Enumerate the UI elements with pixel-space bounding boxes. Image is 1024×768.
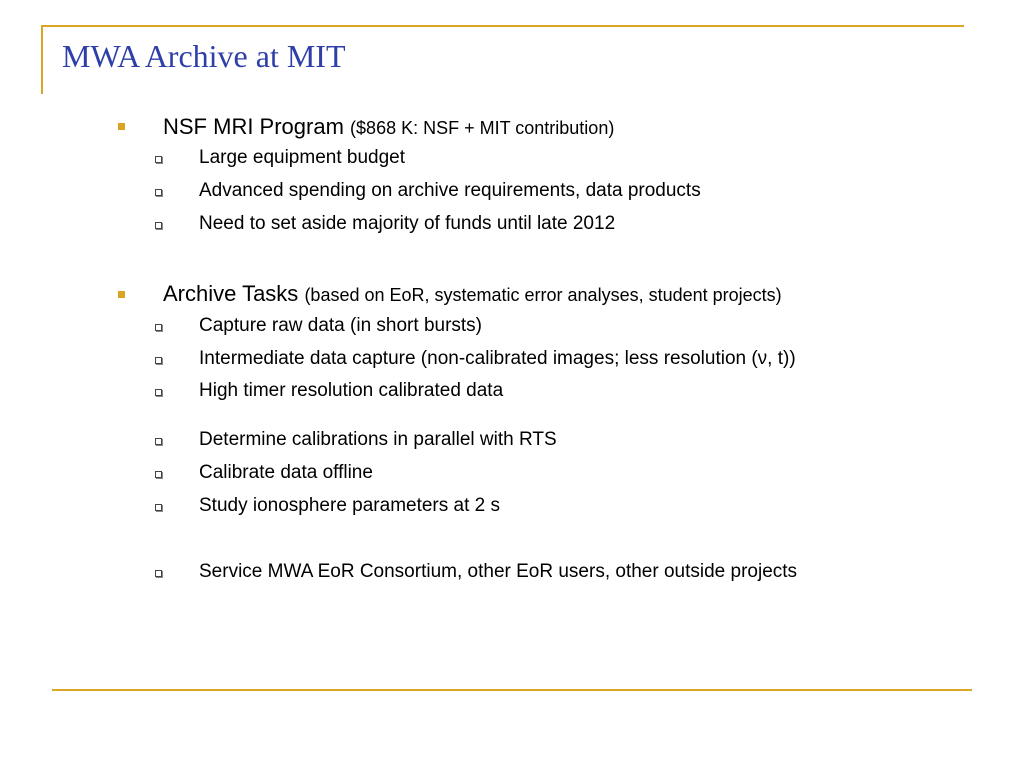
section-heading-line: [163, 281, 782, 308]
list-item-text: Study ionosphere parameters at 2 s: [199, 495, 501, 516]
footer-accent-line: [52, 689, 972, 691]
checkbox-bullet-icon: [155, 156, 162, 163]
section-heading-line: [163, 114, 614, 141]
section-detail: (based on EoR, systematic error analyses, student projects): [304, 285, 782, 305]
list-item-text: Capture raw data (in short bursts): [199, 315, 483, 336]
checkbox-bullet-icon: [155, 504, 162, 511]
list-item-text: Service MWA EoR Consortium, other EoR users, other outside projects: [199, 561, 798, 582]
section-detail: ($868 K: NSF + MIT contribution): [350, 118, 615, 138]
slide-title: MWA Archive at MIT: [62, 38, 346, 74]
checkbox-bullet-icon: [155, 471, 162, 478]
title-accent-vertical: [41, 25, 43, 94]
checkbox-bullet-icon: [155, 389, 162, 396]
title-accent-line: [41, 25, 964, 27]
checkbox-bullet-icon: [155, 324, 162, 331]
list-item-text: Need to set aside majority of funds until late 2012: [199, 213, 616, 234]
list-item-text: Determine calibrations in parallel with RTS: [199, 429, 557, 450]
list-item-text: High timer resolution calibrated data: [199, 380, 504, 401]
list-item-text: Calibrate data offline: [199, 462, 373, 483]
square-bullet-icon: [118, 123, 125, 130]
square-bullet-icon: [118, 291, 125, 298]
checkbox-bullet-icon: [155, 222, 162, 229]
checkbox-bullet-icon: [155, 438, 162, 445]
checkbox-bullet-icon: [155, 570, 162, 577]
section-heading: NSF MRI Program: [163, 114, 344, 139]
section-heading: Archive Tasks: [163, 281, 299, 306]
list-item-text: Intermediate data capture (non-calibrated images; less resolution (ν, t)): [199, 348, 796, 369]
list-item-text: Large equipment budget: [199, 147, 405, 168]
checkbox-bullet-icon: [155, 189, 162, 196]
checkbox-bullet-icon: [155, 357, 162, 364]
list-item-text: Advanced spending on archive requirements, data products: [199, 180, 701, 201]
